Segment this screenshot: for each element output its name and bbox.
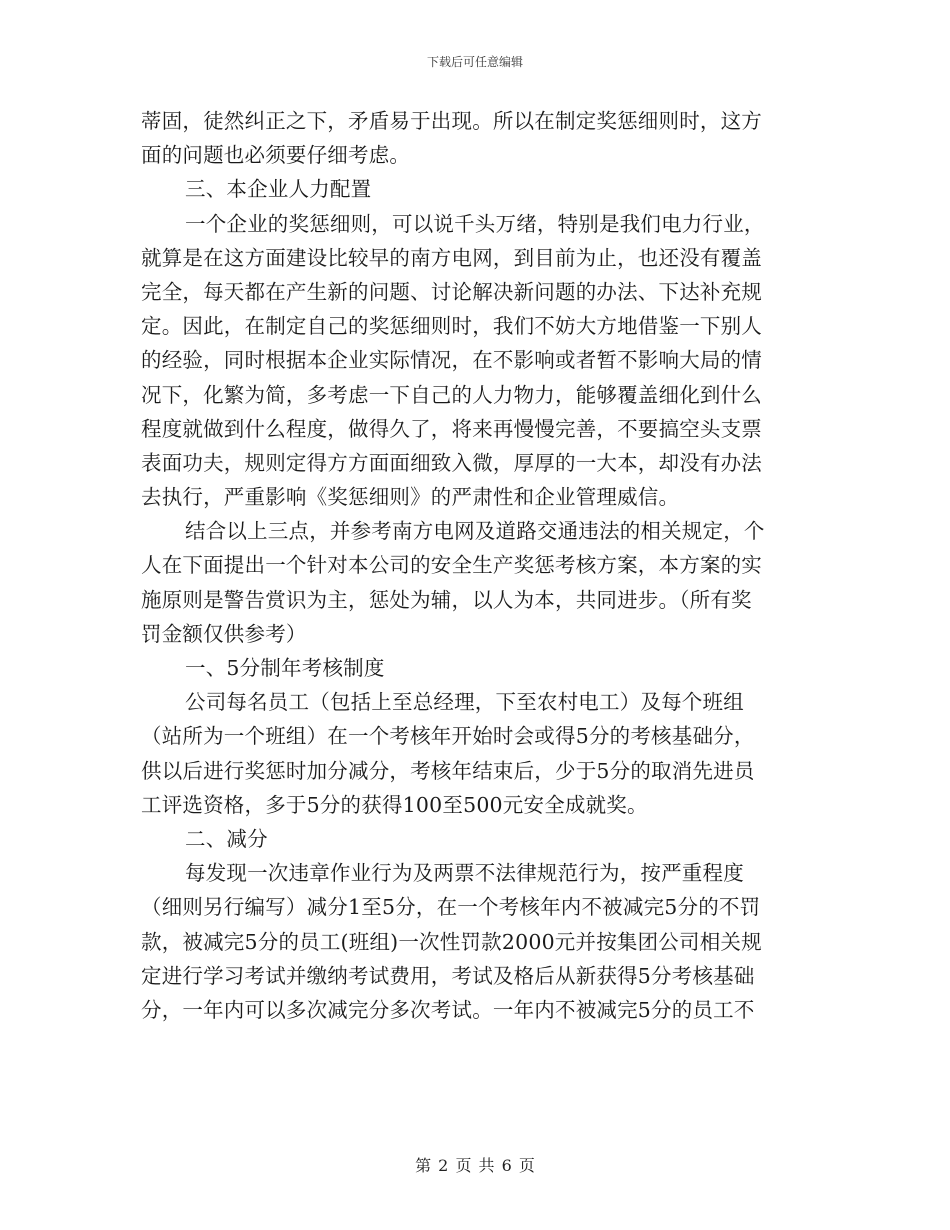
text-line: 程度就做到什么程度，做得久了，将来再慢慢完善，不要搞空头支票	[141, 416, 762, 441]
text-line: 一个企业的奖惩细则，可以说千头万绪，特别是我们电力行业，	[185, 211, 765, 236]
text-line: 完全，每天都在产生新的问题、讨论解决新问题的办法、下达补充规	[141, 279, 762, 304]
text-line: 的经验，同时根据本企业实际情况，在不影响或者暂不影响大局的情	[141, 348, 762, 373]
text-line: 结合以上三点，并参考南方电网及道路交通违法的相关规定，个	[185, 519, 765, 544]
text-line: 表面功夫，规则定得方方面面细致入微，厚厚的一大本，却没有办法	[141, 450, 762, 475]
section-heading: 二、减分	[185, 826, 268, 851]
section-heading: 一、5分制年考核制度	[185, 656, 385, 680]
text-line: 就算是在这方面建设比较早的南方电网，到目前为止，也还没有覆盖	[141, 245, 762, 270]
text-line: 去执行，严重影响《奖惩细则》的严肃性和企业管理威信。	[141, 485, 680, 510]
text-line: 款，被减完5分的员工(班组)一次性罚款2000元并按集团公司相关规	[141, 929, 762, 954]
text-line: 公司每名员工（包括上至总经理，下至农村电工）及每个班组	[185, 690, 744, 715]
text-line: （站所为一个班组）在一个考核年开始时会或得5分的考核基础分，	[141, 724, 755, 749]
document-body	[141, 104, 811, 1027]
text-line: 每发现一次违章作业行为及两票不法律规范行为，按严重程度	[185, 861, 744, 886]
page-footer: 第 2 页 共 6 页	[415, 1156, 535, 1175]
text-line: 面的问题也必须要仔细考虑。	[141, 143, 411, 168]
text-line: 施原则是警告赏识为主，惩处为辅，以人为本，共同进步。（所有奖	[141, 587, 752, 612]
text-line: 况下，化繁为简，多考虑一下自己的人力物力，能够覆盖细化到什么	[141, 382, 762, 407]
page-header: 下载后可任意编辑	[426, 55, 523, 69]
text-line: 工评选资格，多于5分的获得100至500元安全成就奖。	[141, 792, 648, 817]
text-line: 蒂固，徒然纠正之下，矛盾易于出现。所以在制定奖惩细则时，这方	[141, 109, 762, 133]
text-line: 供以后进行奖惩时加分减分，考核年结束后，少于5分的取消先进员	[141, 758, 755, 783]
text-line: 定进行学习考试并缴纳考试费用，考试及格后从新获得5分考核基础	[141, 963, 755, 988]
text-line: （细则另行编写）减分1至5分，在一个考核年内不被减完5分的不罚	[141, 895, 761, 920]
section-heading: 三、本企业人力配置	[185, 177, 372, 202]
text-line: 罚金额仅供参考）	[141, 621, 307, 646]
text-line: 人在下面提出一个针对本公司的安全生产奖惩考核方案，本方案的实	[141, 553, 762, 578]
text-line: 分，一年内可以多次减完分多次考试。一年内不被减完5分的员工不	[141, 997, 755, 1022]
text-line: 定。因此，在制定自己的奖惩细则时，我们不妨大方地借鉴一下别人	[141, 314, 762, 339]
